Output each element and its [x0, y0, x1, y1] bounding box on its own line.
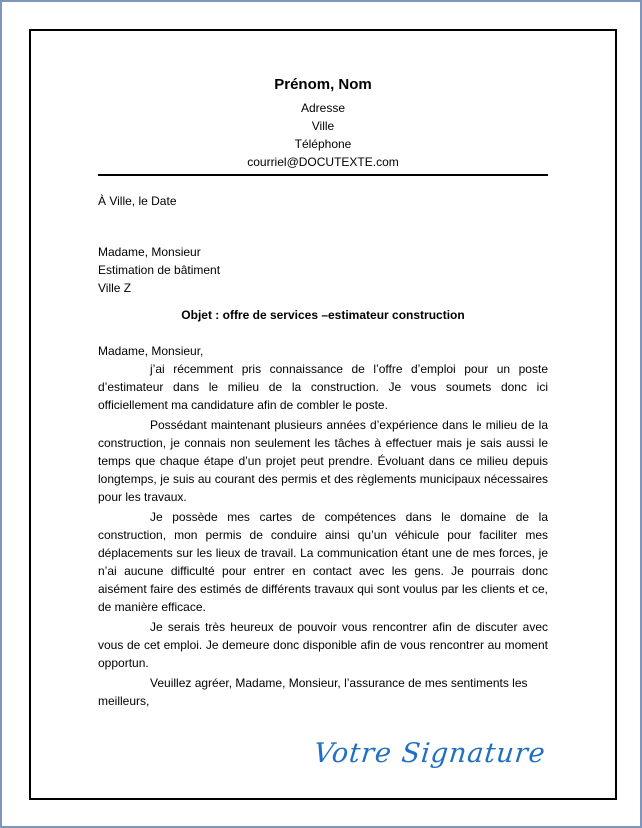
- subject-line: Objet : offre de services –estimateur construction: [181, 308, 465, 322]
- body-paragraph: Je possède mes cartes de compétences dans le domaine de la construction, mon permis de conduire ainsi qu’un véhicule pour faciliter mes déplacements sur les lieux de travail. La communication étant une de mes forces, je n’ai aucune difficulté pour entrer en contact avec les gens. Je pourrais donc aisément faire des estimés de différents travaux qui sont voulus par les clients et ce, de manière efficace.: [98, 510, 548, 614]
- sender-address: Adresse: [300, 101, 346, 115]
- sender-name: Prénom, Nom: [274, 76, 372, 93]
- recipient-line: Madame, Monsieur: [98, 245, 201, 259]
- closing-paragraph: Veuillez agréer, Madame, Monsieur, l’assurance de mes sentiments les meilleurs,: [98, 676, 528, 708]
- letterhead: [98, 31, 548, 176]
- body-paragraph: Je serais très heureux de pouvoir vous rencontrer afin de discuter avec vous de cet emploi. Je demeure donc disponible afin de vous rencontrer au moment opportun.: [98, 620, 548, 670]
- sender-phone: Téléphone: [294, 137, 352, 151]
- sender-city: Ville: [311, 119, 335, 133]
- body-paragraph: j’ai récemment pris connaissance de l’offre d’emploi pour un poste d’estimateur dans le milieu de la construction. Je vous soumets donc ici officiellement ma candidature afin de combler le poste.: [98, 362, 548, 412]
- recipient-line: Estimation de bâtiment: [98, 263, 221, 277]
- signature-text: Votre Signature: [312, 738, 548, 769]
- recipient-block: [98, 243, 548, 297]
- letter-page: [29, 29, 617, 800]
- letter-content: [31, 31, 615, 769]
- header-divider: [98, 174, 548, 176]
- sender-email: courriel@DOCUTEXTE.com: [247, 155, 399, 169]
- recipient-line: Ville Z: [98, 281, 132, 295]
- signature-block: [98, 738, 548, 769]
- salutation: Madame, Monsieur,: [98, 344, 204, 358]
- body-paragraph: Possédant maintenant plusieurs années d’expérience dans le milieu de la construction, je connais non seulement les tâches à effectuer mais je sais aussi le temps que chaque étape d’un projet peut prendre. Évoluant dans ce milieu depuis longtemps, je suis au courant des permis et des règlements municipaux nécessaires pour les travaux.: [98, 418, 548, 504]
- date-line: À Ville, le Date: [98, 194, 177, 208]
